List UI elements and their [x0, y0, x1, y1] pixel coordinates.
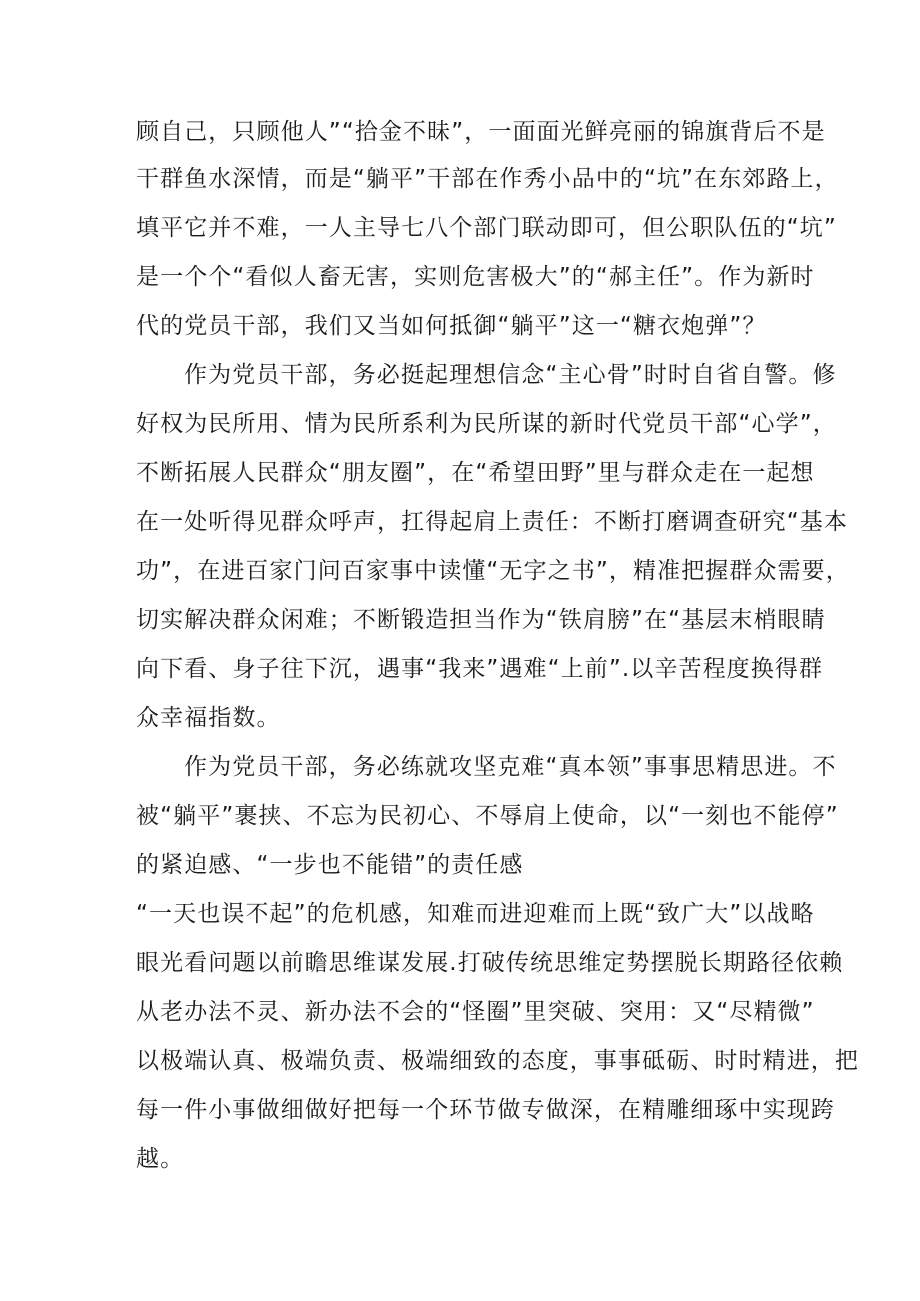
text-line: 干群鱼水深情，而是“躺平”干部在作秀小品中的“坑”在东郊路上， — [136, 166, 839, 192]
text-line: 是一个个“看似人畜无害，实则危害极大”的“郝主任”。作为新时 — [136, 264, 815, 290]
text-line: 以极端认真、极端负责、极端细致的态度，事事砥砺、时时精进，把 — [136, 1048, 859, 1074]
text-line: 代的党员干部，我们又当如何抵御“躺平”这一“糖衣炮弹”？ — [136, 313, 767, 339]
text-line: 眼光看问题以前瞻思维谋发展.打破传统思维定势摆脱长期路径依赖 — [136, 950, 844, 976]
text-line: 功”，在进百家门问百家事中读懂“无字之书”，精准把握群众需要， — [136, 558, 850, 584]
text-line: 越。 — [136, 1146, 185, 1172]
text-line: 每一件小事做细做好把每一个环节做专做深，在精雕细琢中实现跨 — [136, 1097, 835, 1123]
text-line: 的紧迫感、“一步也不能错”的责任感 — [136, 852, 524, 878]
text-line: 众幸福指数。 — [136, 705, 281, 731]
text-line: 填平它并不难，一人主导七八个部门联动即可，但公职队伍的“坑” — [136, 215, 837, 241]
text-line: 切实解决群众闲难；不断锻造担当作为“铁肩膀”在“基层末梢眼睛 — [136, 607, 826, 633]
paragraph-first-line: 作为党员干部，务必挺起理想信念“主心骨”时时自省自警。修 — [184, 362, 837, 388]
text-line: 不断拓展人民群众“朋友圈”，在“希望田野”里与群众走在一起想 — [136, 460, 815, 486]
text-line: 在一处听得见群众呼声，扛得起肩上责任：不断打磨调查研究“基本 — [136, 509, 848, 535]
text-line: “一天也误不起”的危机感，知难而进迎难而上既“致广大”以战略 — [136, 901, 815, 927]
text-line: 向下看、身子往下沉，遇事“我来”遇难“上前”.以辛苦程度换得群 — [136, 656, 824, 682]
paragraph-first-line: 作为党员干部，务必练就攻坚克难“真本领”事事思精思进。不 — [184, 754, 837, 780]
text-line: 被“躺平”裹挟、不忘为民初心、不辱肩上使命，以“一刻也不能停” — [136, 803, 839, 829]
text-line: 顾自己，只顾他人”“拾金不昧”，一面面光鲜亮丽的锦旗背后不是 — [136, 119, 826, 145]
text-line: 从老办法不灵、新办法不会的“怪圈”里突破、突用：又“尽精微” — [136, 999, 815, 1025]
text-line: 好权为民所用、情为民所系利为民所谋的新时代党员干部“心学”， — [136, 411, 837, 437]
